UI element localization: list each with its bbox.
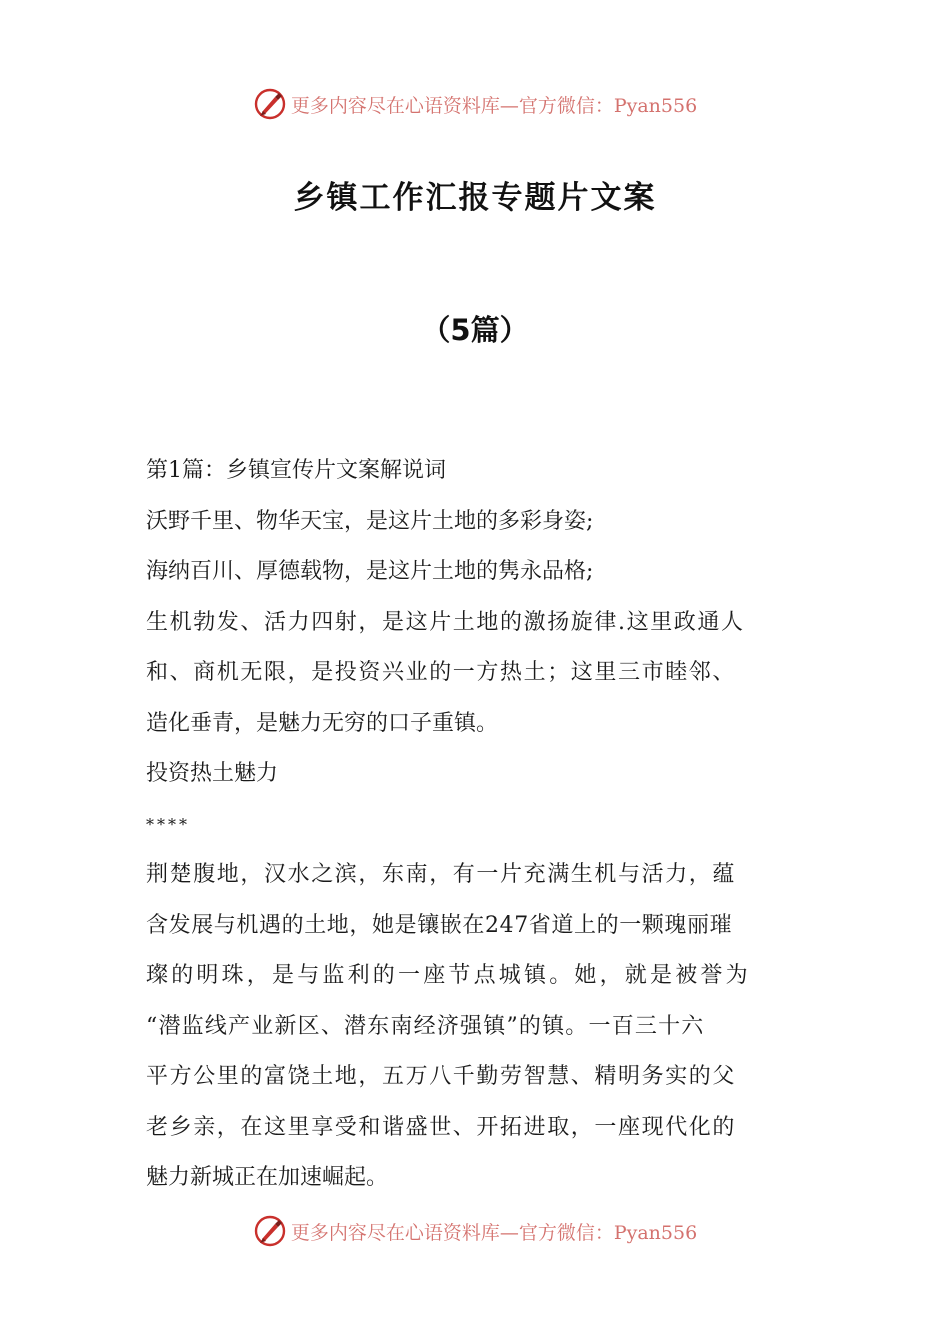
article-line: 沃野千里、物华天宝，是这片土地的多彩身姿;: [146, 508, 594, 534]
separator: ****: [146, 814, 190, 834]
paragraph-line: 和、商机无限，是投资兴业的一方热土；这里三市睦邻、: [146, 660, 737, 685]
article-line: 海纳百川、厚德载物，是这片土地的隽永品格;: [146, 559, 594, 584]
paragraph-line: 造化垂青，是魅力无穷的口子重镇。: [146, 710, 499, 736]
paragraph-line: 含发展与机遇的土地，她是镶嵌在247省道上的一颗瑰丽璀: [146, 912, 733, 938]
banner-text: 更多内容尽在心语资料库—官方微信：Pyan556: [290, 94, 698, 117]
pen-logo-icon: [253, 87, 287, 121]
paragraph-line: 魅力新城正在加速崛起。: [146, 1165, 389, 1190]
footer-banner: [0, 1209, 950, 1253]
article-body: [146, 446, 806, 1204]
article-heading: 第1篇：乡镇宣传片文案解说词: [146, 458, 446, 483]
banner-text: 更多内容尽在心语资料库—官方微信：Pyan556: [290, 1221, 698, 1244]
document-subtitle: （5篇）: [421, 313, 529, 347]
paragraph-line: 璨的明珠，是与监利的一座节点城镇。她，就是被誉为: [146, 963, 751, 988]
paragraph-line: 荆楚腹地，汉水之滨，东南，有一片充满生机与活力，蕴: [146, 862, 737, 887]
header-banner: [0, 82, 950, 126]
paragraph-line: 生机勃发、活力四射，是这片土地的激扬旋律.这里政通人: [146, 609, 745, 635]
pen-logo-icon: [253, 1214, 287, 1248]
paragraph-line: “潜监线产业新区、潜东南经济强镇”的镇。一百三十六: [146, 1013, 705, 1039]
section-heading: 投资热土魅力: [146, 761, 279, 786]
paragraph-line: 老乡亲，在这里享受和谐盛世、开拓进取，一座现代化的: [146, 1114, 737, 1140]
document-title: 乡镇工作汇报专题片文案: [293, 180, 657, 216]
paragraph-line: 平方公里的富饶土地，五万八千勤劳智慧、精明务实的父: [146, 1064, 737, 1089]
